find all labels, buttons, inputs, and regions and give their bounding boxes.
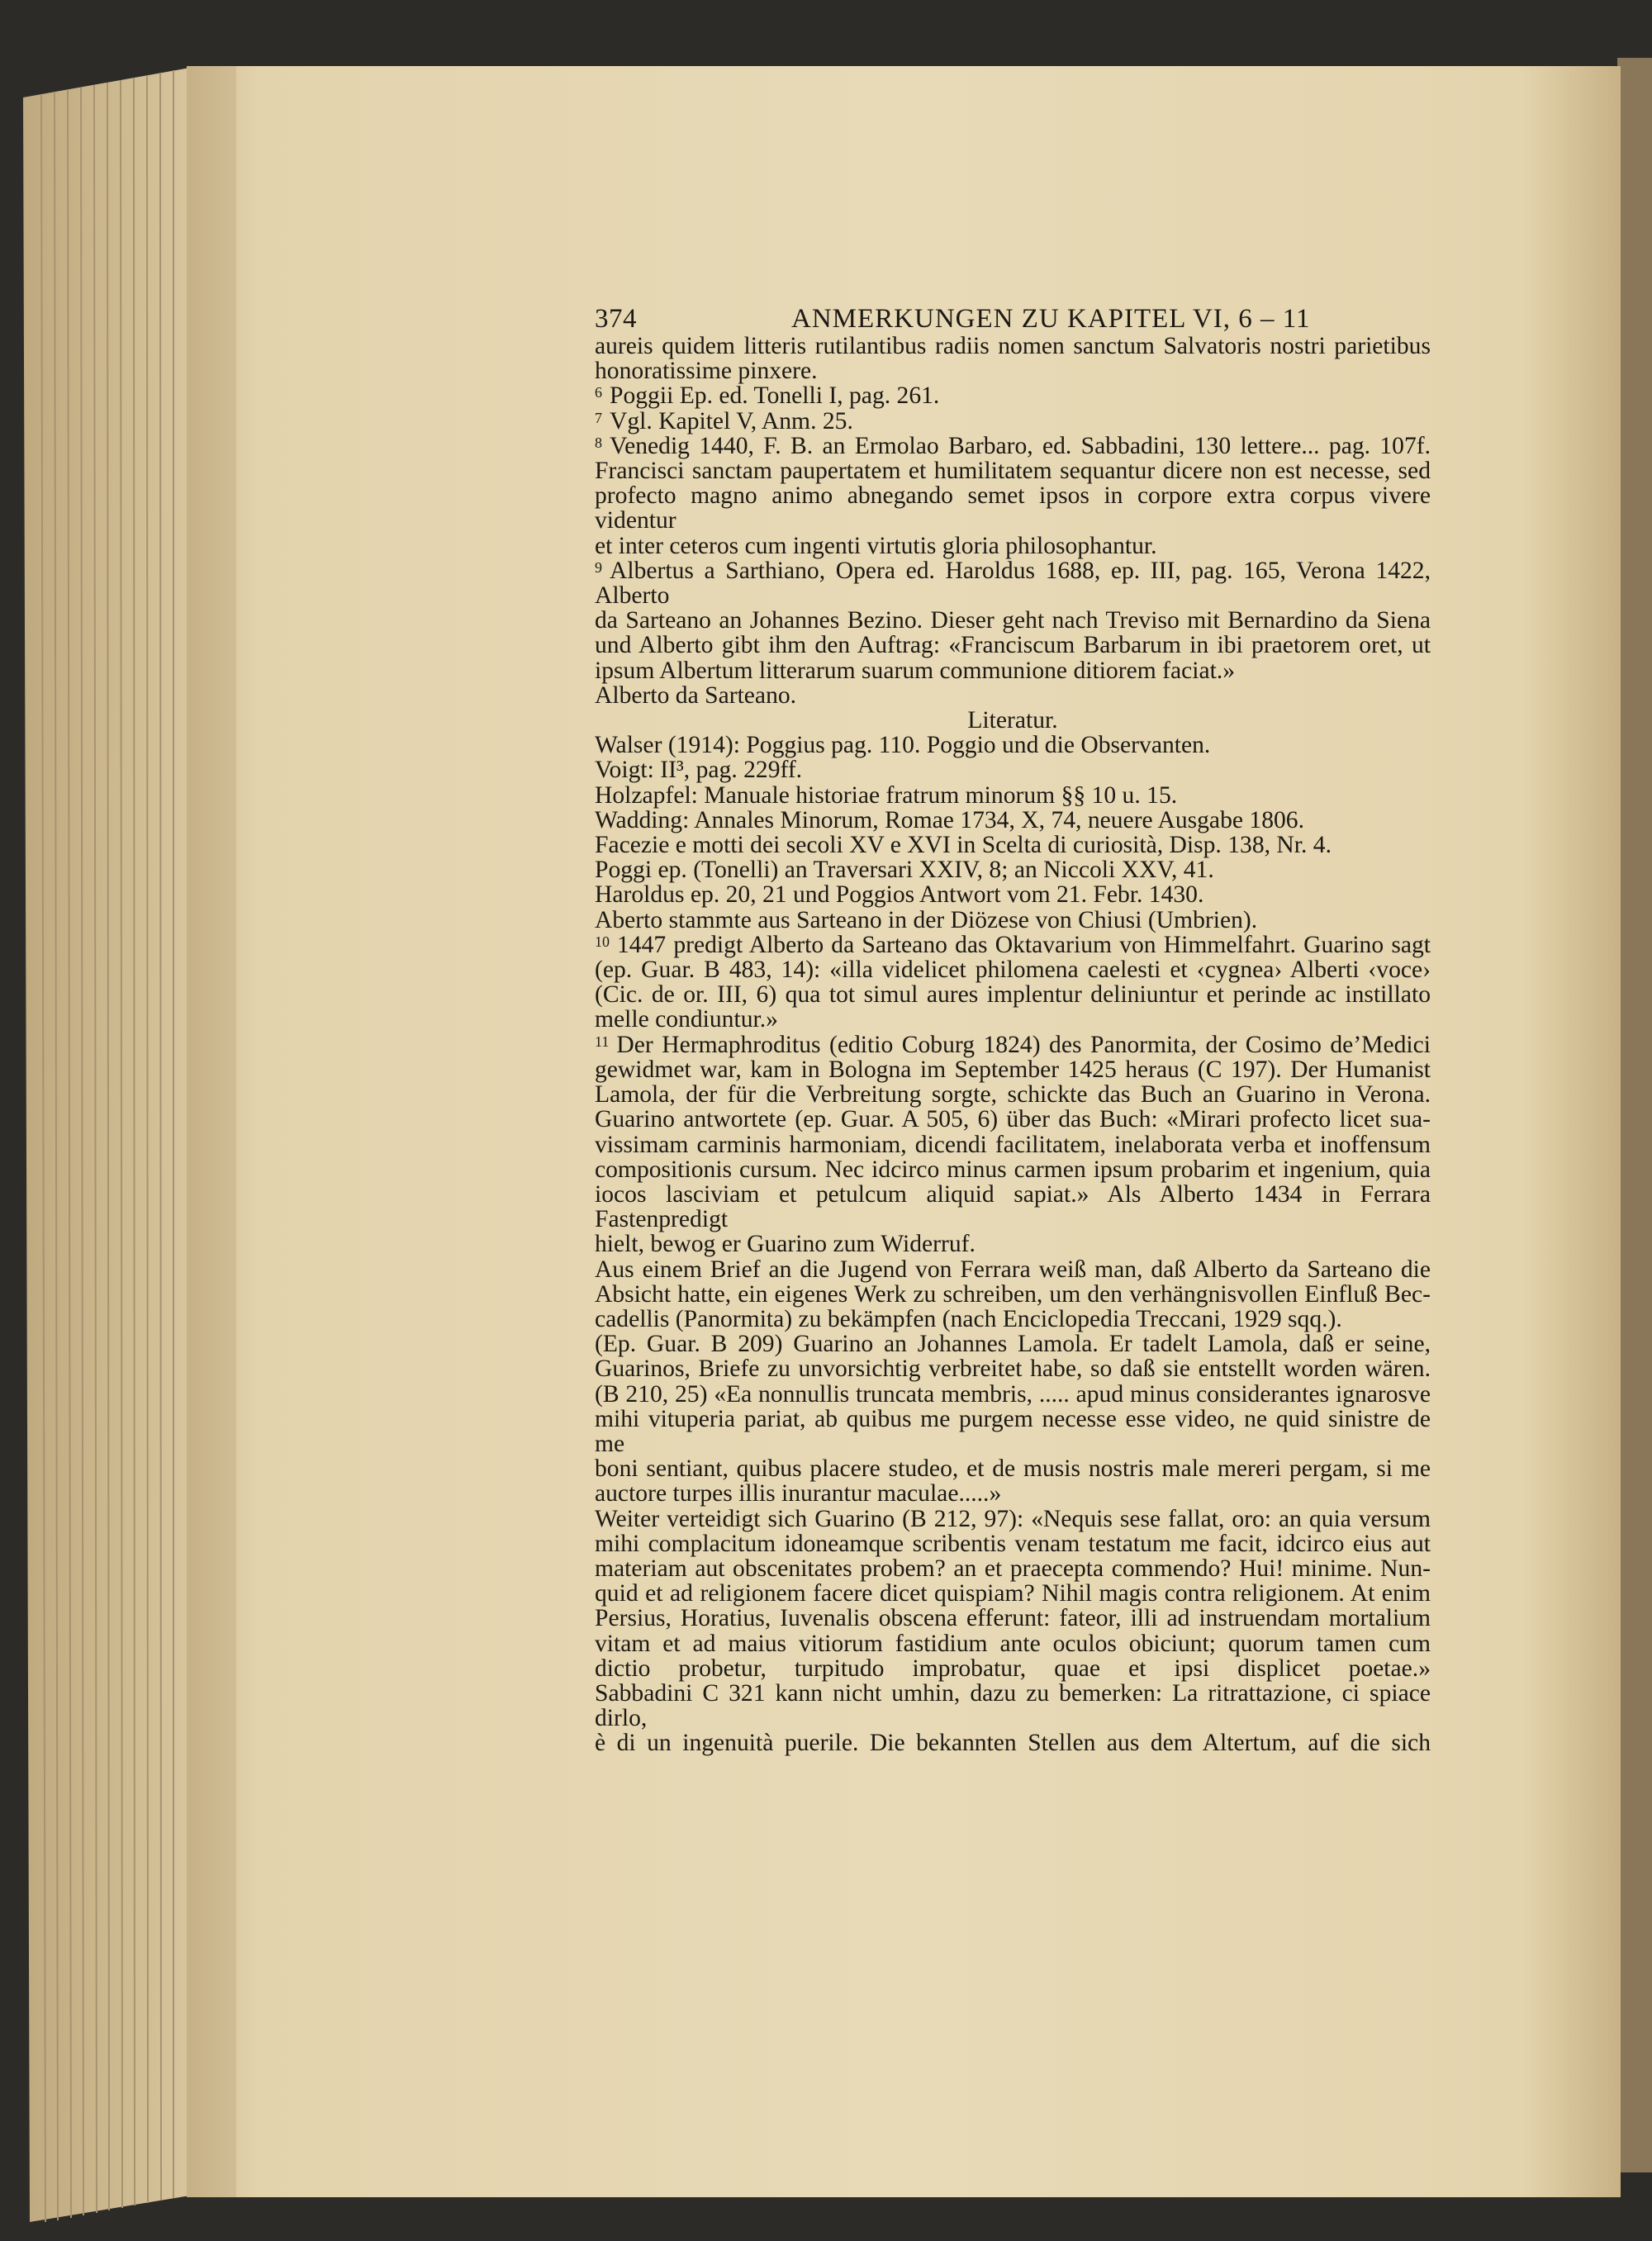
text-line bbox=[595, 982, 1431, 1007]
line-text: materiam aut obscenitates probem? an et praecepta commendo? Hui! minime. Nun- bbox=[595, 1555, 1431, 1582]
line-text: Facezie e motti dei secoli XV e XVI in Scelta di curiosità, Disp. 138, Nr. 4. bbox=[595, 832, 1332, 859]
line-text: Voigt: II³, pag. 229ff. bbox=[595, 757, 803, 784]
text-line bbox=[595, 1332, 1431, 1356]
footnote-number: 9 bbox=[595, 558, 602, 576]
text-line bbox=[595, 908, 1431, 933]
book-edge-stack bbox=[23, 68, 190, 2222]
text-line bbox=[595, 1382, 1431, 1407]
line-text: (B 210, 25) «Ea nonnullis truncata membris, ..... apud minus considerantes ignarosve bbox=[595, 1380, 1431, 1408]
text-line bbox=[595, 1507, 1431, 1531]
text-line bbox=[595, 1182, 1431, 1232]
line-text: Venedig 1440, F. B. an Ermolao Barbaro, ed. Sabbadini, 130 lettere... pag. 107f. bbox=[610, 432, 1431, 459]
line-text: aureis quidem litteris rutilantibus radiis nomen sanctum Salvatoris nostri parietibus bbox=[595, 333, 1431, 359]
line-text: compositionis cursum. Nec idcirco minus carmen ipsum probarim et ingenium, quia bbox=[595, 1156, 1431, 1183]
text-line bbox=[595, 683, 1431, 708]
page-shadow bbox=[187, 66, 236, 2197]
footnote-number: 6 bbox=[595, 384, 602, 401]
right-page-edge bbox=[1617, 58, 1652, 2172]
running-head-title: ANMERKUNGEN ZU KAPITEL VI, 6 – 11 bbox=[791, 304, 1311, 334]
text-line bbox=[595, 1631, 1431, 1656]
line-text: 1447 predigt Alberto da Sarteano das Oktavarium von Himmelfahrt. Guarino sagt bbox=[617, 931, 1431, 958]
line-text: Absicht hatte, ein eigenes Werk zu schreiben, um den verhängnisvollen Einfluß Bec- bbox=[595, 1280, 1431, 1308]
text-line bbox=[595, 458, 1431, 483]
text-line bbox=[595, 483, 1431, 533]
text-line bbox=[595, 534, 1431, 558]
line-text: honoratissime pinxere. bbox=[595, 358, 818, 385]
line-text: Francisci sanctam paupertatem et humilitatem sequantur dicere non est necesse, sed bbox=[595, 458, 1431, 485]
line-text: und Alberto gibt ihm den Auftrag: «Franciscum Barbarum in ibi praetorem oret, ut bbox=[595, 632, 1431, 659]
line-text: (ep. Guar. B 483, 14): «illa videlicet philomena caelesti et ‹cygnea› Alberti ‹voce› bbox=[595, 957, 1431, 984]
text-line bbox=[595, 1257, 1431, 1282]
footnote-line bbox=[595, 434, 1431, 458]
line-text: Aberto stammte aus Sarteano in der Diözese von Chiusi (Umbrien). bbox=[595, 906, 1258, 933]
footnote-number: 7 bbox=[595, 409, 602, 426]
line-text: Weiter verteidigt sich Guarino (B 212, 97): «Nequis sese fallat, oro: an quia versum bbox=[595, 1505, 1431, 1532]
text-line bbox=[595, 1082, 1431, 1107]
line-text: Wadding: Annales Minorum, Romae 1734, X, 74, neuere Ausgabe 1806. bbox=[595, 806, 1304, 833]
line-text: cadellis (Panormita) zu bekämpfen (nach Enciclopedia Treccani, 1929 sqq.). bbox=[595, 1305, 1342, 1332]
text-line bbox=[595, 1656, 1431, 1681]
line-text: Poggii Ep. ed. Tonelli I, pag. 261. bbox=[610, 382, 940, 410]
line-text: Sabbadini C 321 kann nicht umhin, dazu zu bemerken: La ritrattazione, ci spiace dirlo, bbox=[595, 1679, 1431, 1732]
text-line bbox=[595, 1731, 1431, 1755]
text-line bbox=[595, 833, 1431, 857]
text-line bbox=[595, 1232, 1431, 1256]
line-text: auctore turpes illis inurantur maculae.....» bbox=[595, 1480, 1002, 1507]
footnote-line bbox=[595, 558, 1431, 608]
line-text: Poggi ep. (Tonelli) an Traversari XXIV, 8; an Niccoli XXV, 41. bbox=[595, 857, 1214, 884]
line-text: Aus einem Brief an die Jugend von Ferrara weiß man, daß Alberto da Sarteano die bbox=[595, 1256, 1431, 1283]
line-text: mihi complacitum idoneamque scribentis venam testatum me facit, idcirco eius aut bbox=[595, 1530, 1431, 1557]
text-line bbox=[595, 808, 1431, 833]
text-line bbox=[595, 1407, 1431, 1456]
line-text: Lamola, der für die Verbreitung sorgte, schickte das Buch an Guarino in Verona. bbox=[595, 1081, 1431, 1109]
line-text: boni sentiant, quibus placere studeo, et de musis nostris male mereri pergam, si me bbox=[595, 1455, 1431, 1483]
line-text: dictio probetur, turpitudo improbatur, quae et ipsi displicet poetae.» bbox=[595, 1655, 1431, 1682]
footnote-number: 11 bbox=[595, 1033, 610, 1050]
text-line bbox=[595, 1456, 1431, 1481]
text-line bbox=[595, 1606, 1431, 1631]
line-text: Guarino antwortete (ep. Guar. A 505, 6) über das Buch: «Mirari profecto licet sua- bbox=[595, 1106, 1431, 1133]
text-line bbox=[595, 783, 1431, 808]
footnote-line bbox=[595, 409, 1431, 434]
text-line bbox=[595, 1132, 1431, 1157]
text-line bbox=[595, 1157, 1431, 1182]
text-line bbox=[595, 1556, 1431, 1581]
text-line bbox=[595, 957, 1431, 982]
line-text: hielt, bewog er Guarino zum Widerruf. bbox=[595, 1231, 976, 1258]
line-text: Der Hermaphroditus (editio Coburg 1824) des Panormita, der Cosimo de’Medici bbox=[616, 1031, 1431, 1058]
line-text: ipsum Albertum litterarum suarum communione ditiorem faciat.» bbox=[595, 657, 1236, 684]
line-text: Guarinos, Briefe zu unvorsichtig verbreitet habe, so daß sie entstellt worden wären. bbox=[595, 1356, 1431, 1383]
text-line bbox=[595, 1356, 1431, 1381]
text-line bbox=[595, 708, 1431, 733]
text-line bbox=[595, 1307, 1431, 1332]
footnote-number: 10 bbox=[595, 933, 610, 950]
line-text: melle condiuntur.» bbox=[595, 1006, 778, 1033]
text-line bbox=[595, 1581, 1431, 1606]
line-text: profecto magno animo abnegando semet ipsos in corpore extra corpus vivere videntur bbox=[595, 482, 1431, 534]
line-text: (Cic. de or. III, 6) qua tot simul aures implentur deliniuntur et perinde ac instillato bbox=[595, 981, 1431, 1009]
footnote-line bbox=[595, 933, 1431, 957]
text-line bbox=[595, 334, 1431, 358]
page-content bbox=[595, 304, 1431, 1757]
line-text: Haroldus ep. 20, 21 und Poggios Antwort vom 21. Febr. 1430. bbox=[595, 881, 1204, 909]
text-line bbox=[595, 757, 1431, 782]
line-text: Alberto da Sarteano. bbox=[595, 681, 797, 709]
line-text: da Sarteano an Johannes Bezino. Dieser geht nach Treviso mit Bernardino da Siena bbox=[595, 607, 1431, 634]
text-line bbox=[595, 1681, 1431, 1731]
line-text: è di un ingenuità puerile. Die bekannten Stellen aus dem Altertum, auf die sich bbox=[595, 1730, 1431, 1757]
text-line bbox=[595, 358, 1431, 383]
text-line bbox=[595, 1282, 1431, 1307]
page-number: 374 bbox=[595, 304, 637, 334]
line-text: et inter ceteros cum ingenti virtutis gloria philosophantur. bbox=[595, 532, 1157, 559]
footnote-number: 8 bbox=[595, 434, 602, 451]
line-text: Holzapfel: Manuale historiae fratrum minorum §§ 10 u. 15. bbox=[595, 781, 1178, 809]
line-text: Literatur. bbox=[967, 707, 1058, 734]
text-line bbox=[595, 1481, 1431, 1506]
page-body bbox=[595, 334, 1431, 1756]
text-line bbox=[595, 658, 1431, 683]
line-text: gewidmet war, kam in Bologna im September 1425 heraus (C 197). Der Humanist bbox=[595, 1056, 1431, 1083]
text-line bbox=[595, 1057, 1431, 1082]
footnote-line bbox=[595, 383, 1431, 408]
line-text: vitam et ad maius vitiorum fastidium ante oculos obiciunt; quorum tamen cum bbox=[595, 1630, 1431, 1657]
line-text: vissimam carminis harmoniam, dicendi facilitatem, inelaborata verba et inoffensum bbox=[595, 1131, 1431, 1158]
footnote-line bbox=[595, 1033, 1431, 1057]
line-text: mihi vituperia pariat, ab quibus me purgem necesse esse video, ne quid sinistre de me bbox=[595, 1405, 1431, 1457]
line-text: Walser (1914): Poggius pag. 110. Poggio und die Observanten. bbox=[595, 732, 1211, 759]
text-line bbox=[595, 1531, 1431, 1556]
line-text: (Ep. Guar. B 209) Guarino an Johannes Lamola. Er tadelt Lamola, daß er seine, bbox=[595, 1331, 1431, 1358]
text-line bbox=[595, 633, 1431, 658]
text-line bbox=[595, 857, 1431, 882]
text-line bbox=[595, 1007, 1431, 1032]
text-line bbox=[595, 733, 1431, 757]
text-line bbox=[595, 1107, 1431, 1132]
line-text: Albertus a Sarthiano, Opera ed. Haroldus 1688, ep. III, pag. 165, Verona 1422, Alberto bbox=[595, 557, 1431, 610]
line-text: Vgl. Kapitel V, Anm. 25. bbox=[610, 407, 853, 434]
text-line bbox=[595, 608, 1431, 633]
line-text: Persius, Horatius, Iuvenalis obscena efferunt: fateor, illi ad instruendam mortalium bbox=[595, 1605, 1431, 1632]
text-line bbox=[595, 882, 1431, 907]
line-text: quid et ad religionem facere dicet quispiam? Nihil magis contra religionem. At enim bbox=[595, 1580, 1431, 1607]
line-text: iocos lasciviam et petulcum aliquid sapiat.» Als Alberto 1434 in Ferrara Fastenpredigt bbox=[595, 1180, 1431, 1233]
